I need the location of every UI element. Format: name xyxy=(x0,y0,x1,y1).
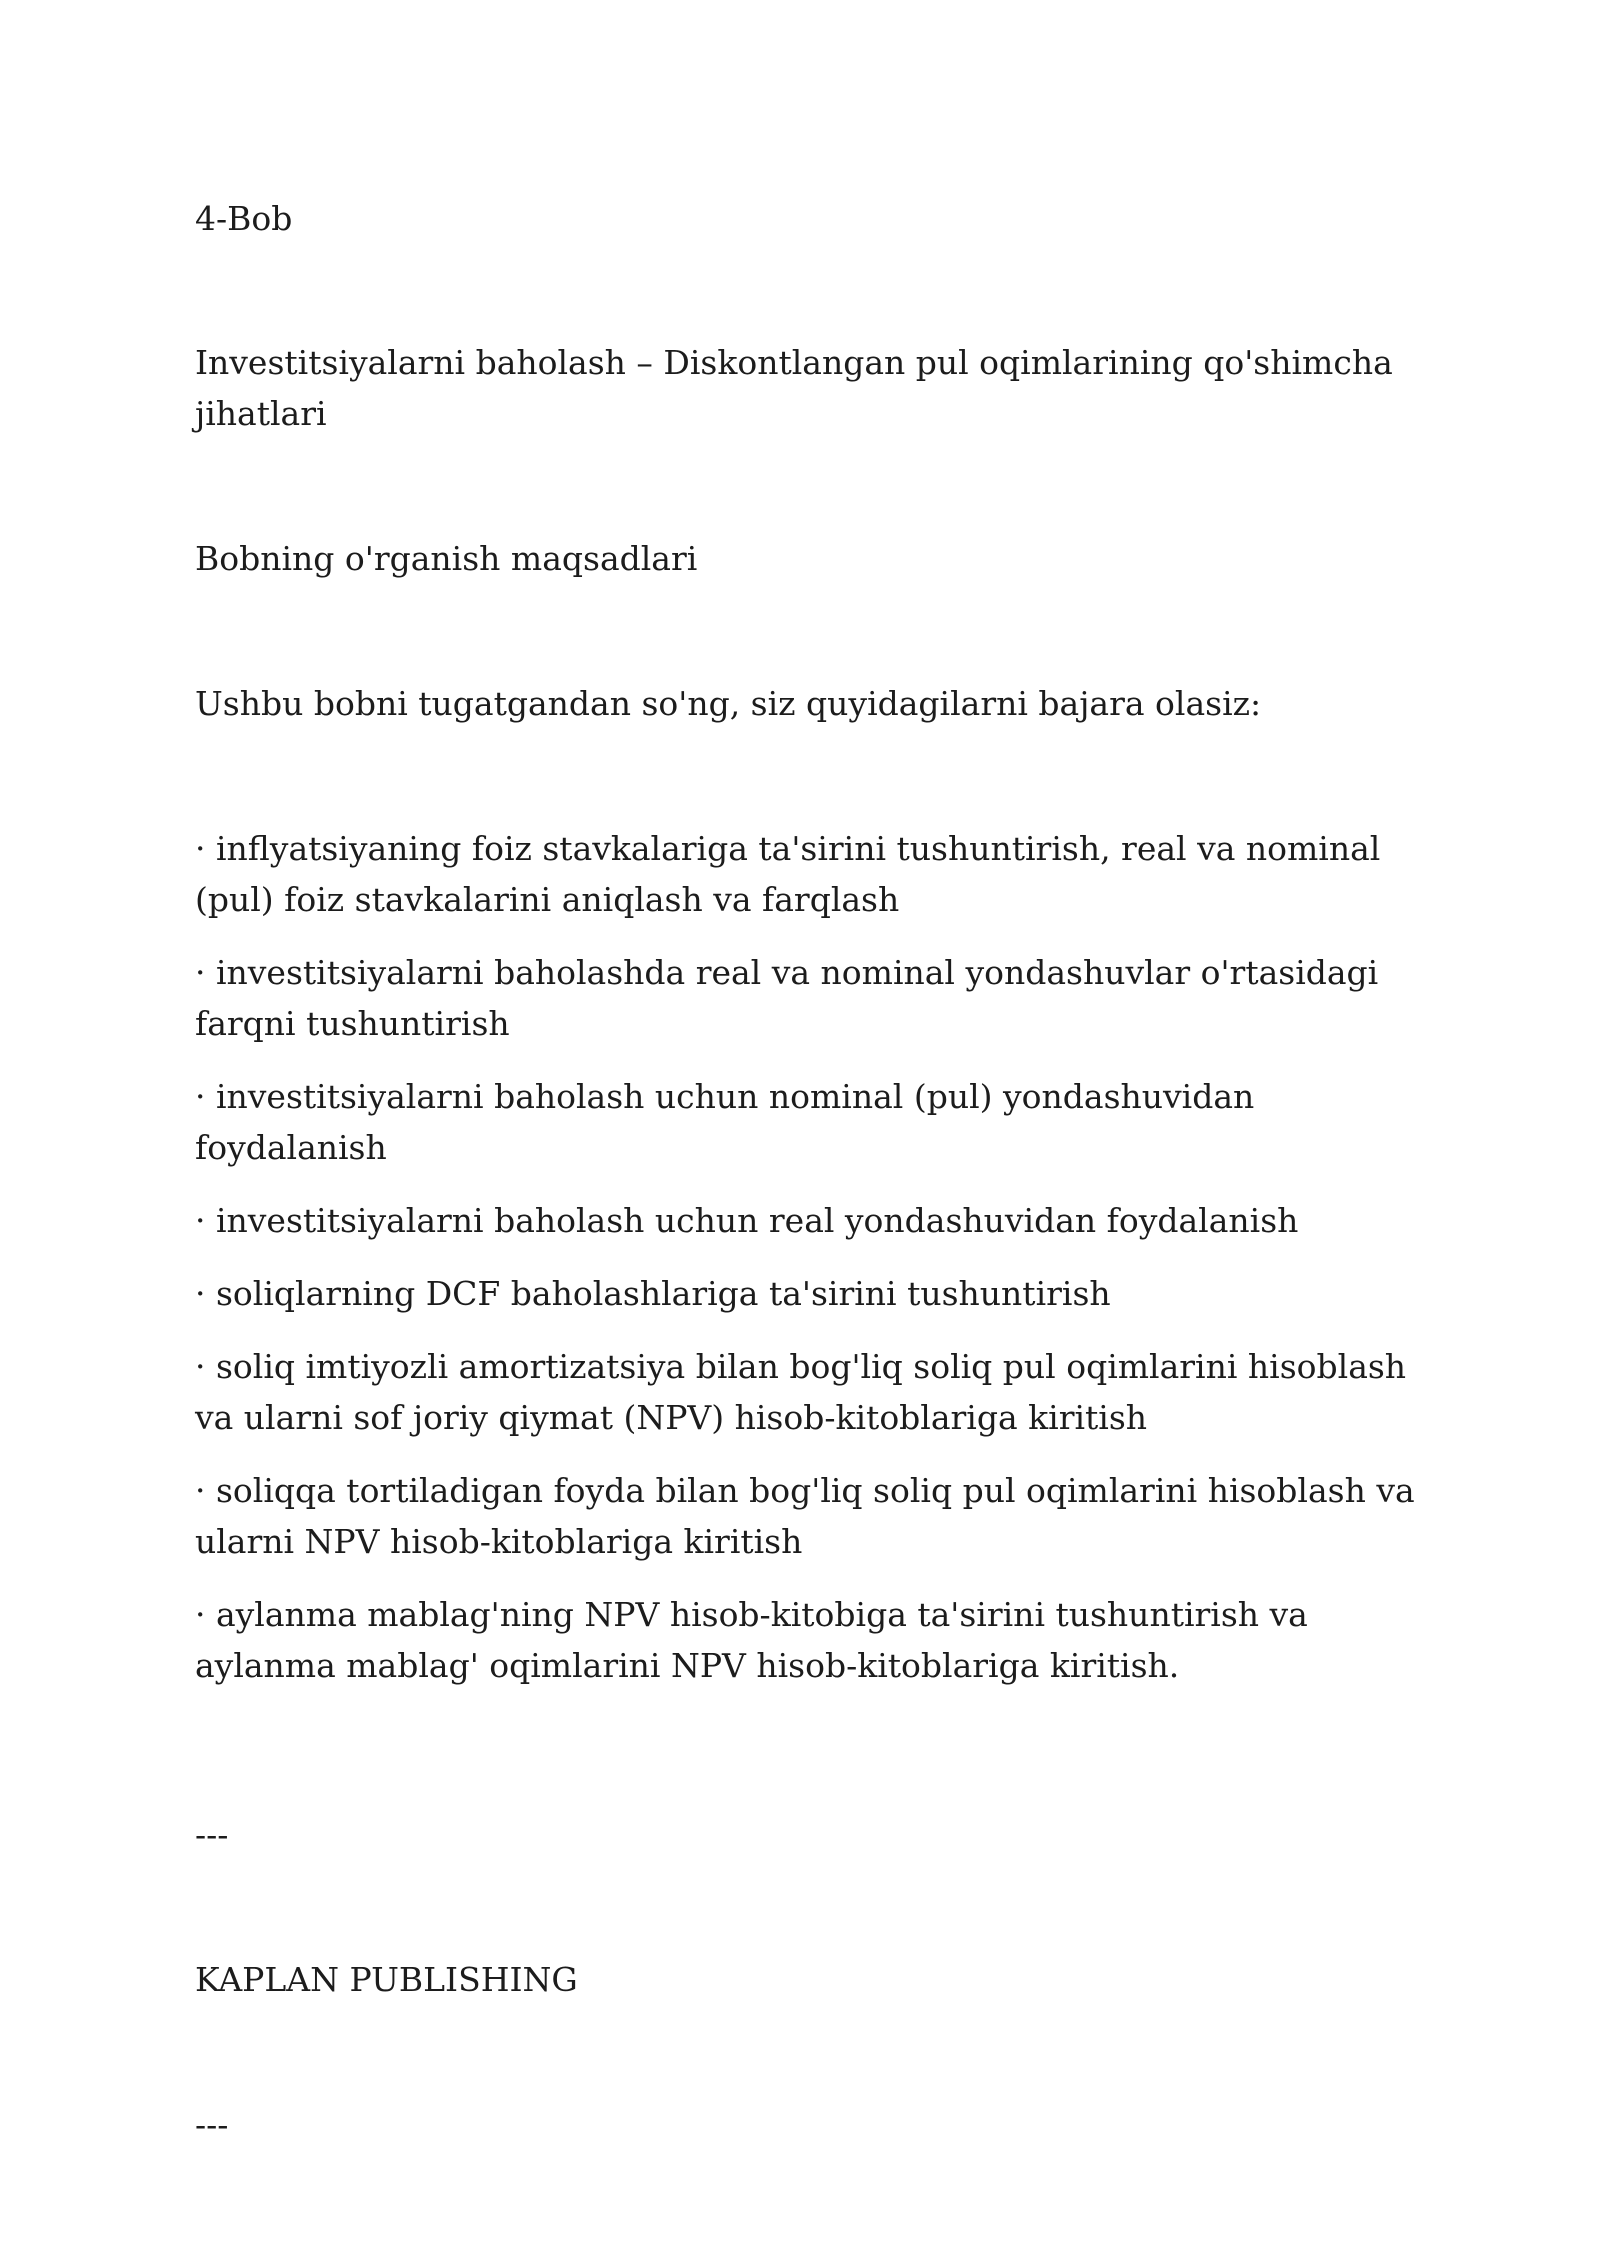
chapter-label: 4-Bob xyxy=(195,199,293,238)
page-content xyxy=(195,193,1425,2150)
objective-item: · investitsiyalarni baholash uchun real yondashuvidan foydalanish xyxy=(195,1201,1299,1240)
objective-item: · inflyatsiyaning foiz stavkalariga ta'sirini tushuntirish, real va nominal (pul) foiz stavkalarini aniqlash va farqlash xyxy=(195,829,1381,919)
objectives-heading: Bobning o'rganish maqsadlari xyxy=(195,539,698,578)
separator-bottom: --- xyxy=(195,2105,229,2144)
objective-item: · aylanma mablag'ning NPV hisob-kitobiga ta'sirini tushuntirish va aylanma mablag' oqimlarini NPV hisob-kitoblariga kiritish. xyxy=(195,1595,1308,1685)
objectives-intro: Ushbu bobni tugatgandan so'ng, siz quyidagilarni bajara olasiz: xyxy=(195,684,1262,723)
objective-item: · soliq imtiyozli amortizatsiya bilan bog'liq soliq pul oqimlarini hisoblash va ularni sof joriy qiymat (NPV) hisob-kitoblariga kiritish xyxy=(195,1347,1407,1437)
separator-top: --- xyxy=(195,1815,229,1854)
objectives-list xyxy=(195,823,1425,1691)
chapter-title: Investitsiyalarni baholash – Diskontlangan pul oqimlarining qo'shimcha jihatlari xyxy=(195,343,1393,433)
objective-item: · soliqlarning DCF baholashlariga ta'sirini tushuntirish xyxy=(195,1274,1111,1313)
publisher-name: KAPLAN PUBLISHING xyxy=(195,1960,578,1999)
objective-item: · soliqqa tortiladigan foyda bilan bog'liq soliq pul oqimlarini hisoblash va ularni NPV hisob-kitoblariga kiritish xyxy=(195,1471,1415,1561)
objective-item: · investitsiyalarni baholashda real va nominal yondashuvlar o'rtasidagi farqni tushuntirish xyxy=(195,953,1379,1043)
objective-item: · investitsiyalarni baholash uchun nominal (pul) yondashuvidan foydalanish xyxy=(195,1077,1255,1167)
